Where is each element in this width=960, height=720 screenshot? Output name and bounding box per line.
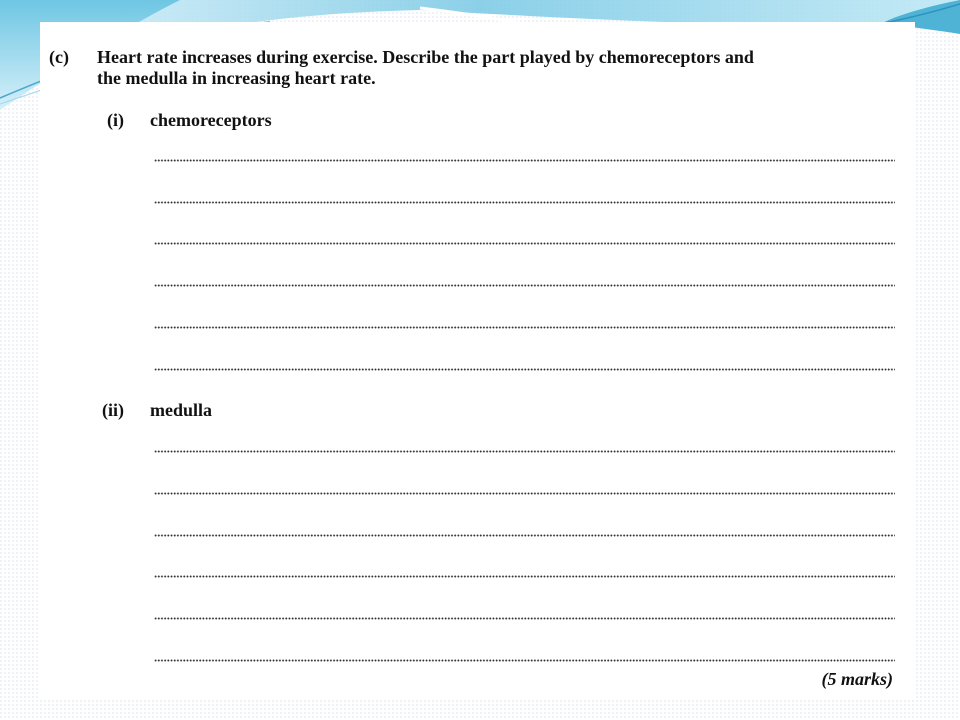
answer-line[interactable] (154, 284, 895, 287)
answer-line[interactable] (154, 617, 895, 620)
answer-line[interactable] (154, 492, 895, 495)
answer-line[interactable] (154, 326, 895, 329)
answer-line[interactable] (154, 368, 895, 371)
answer-line[interactable] (154, 575, 895, 578)
answer-line[interactable] (154, 659, 895, 662)
part-ii-text: medulla (150, 400, 213, 420)
question-line-2: the medulla in increasing heart rate. (97, 68, 376, 88)
question-line-1: Heart rate increases during exercise. Describe the part played by chemoreceptors and (97, 47, 754, 67)
part-i-label: (i) (107, 110, 124, 130)
answer-line[interactable] (154, 201, 895, 204)
part-ii-label: (ii) (102, 400, 124, 420)
part-i-text: chemoreceptors (150, 110, 272, 130)
answer-line[interactable] (154, 450, 895, 453)
question-label: (c) (49, 47, 69, 67)
answer-line[interactable] (154, 242, 895, 245)
answer-line[interactable] (154, 534, 895, 537)
marks-label: (5 marks) (821, 669, 893, 689)
exam-page (40, 22, 915, 699)
answer-line[interactable] (154, 159, 895, 162)
